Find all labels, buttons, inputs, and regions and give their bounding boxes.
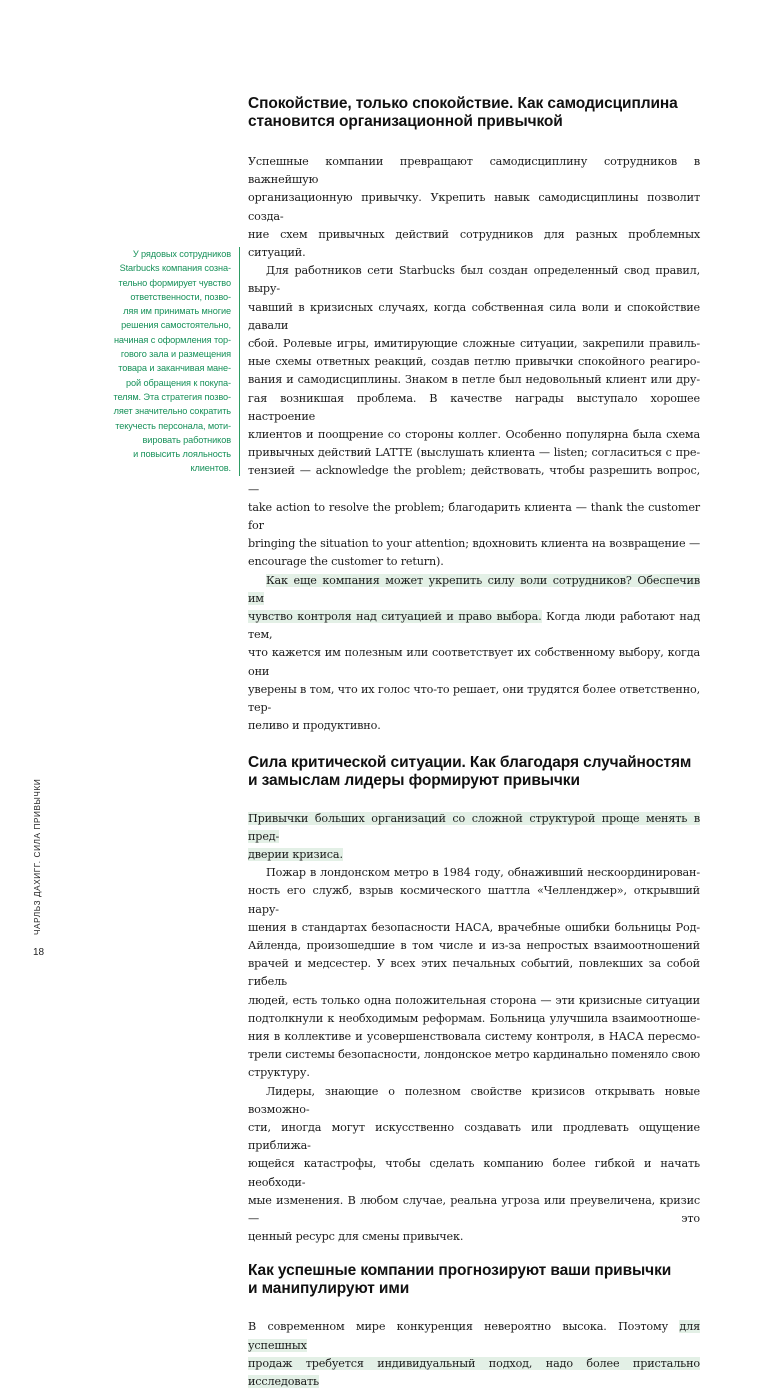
- text-line: Айленда, произошедшие в том числе и из-за непростых взаимоотношений: [248, 938, 700, 952]
- margin-note-line: ляет значительно сократить: [113, 406, 231, 417]
- highlighted-text: Привычки больших организаций со сложной структурой проще менять в пред-: [248, 811, 700, 843]
- text-line: bringing the situation to your attention; вдохновить клиента на возвращение —: [248, 537, 700, 551]
- text-line: ние схем привычных действий сотрудников для разных проблемных ситуаций.: [248, 227, 700, 260]
- paragraph: [248, 810, 700, 865]
- page-number: 18: [33, 947, 45, 958]
- margin-note: [80, 247, 240, 476]
- text-line: вания и самодисциплины. Знаком в петле был недовольный клиент или дру-: [248, 373, 700, 387]
- margin-note-line: Starbucks компания созна-: [119, 263, 231, 274]
- text-line: тензией — acknowledge the problem; действовать, чтобы разрешить вопрос, —: [248, 464, 700, 496]
- text-line: трели системы безопасности, лондонское метро кардинально поменяло свою: [248, 1048, 700, 1062]
- main-text-column: [248, 95, 700, 1391]
- highlighted-text: продаж требуется индивидуальный подход, надо более пристально исследовать: [248, 1356, 700, 1388]
- paragraph: [248, 572, 700, 736]
- text-span: В современном мире конкуренция невероятно высока. Поэтому: [248, 1320, 680, 1334]
- margin-note-line: вировать работников: [142, 434, 231, 445]
- heading-line: и замыслам лидеры формируют привычки: [248, 771, 580, 789]
- text-line: take action to resolve the problem; благодарить клиента — thank the customer for: [248, 500, 700, 533]
- margin-note-line: ответственности, позво-: [130, 291, 231, 302]
- margin-note-line: клиентов.: [190, 463, 231, 474]
- text-line: шения в стандартах безопасности НАСА, врачебные ошибки больницы Род-: [248, 920, 700, 934]
- text-line: encourage the customer to return).: [248, 555, 444, 569]
- text-line: сбой. Ролевые игры, имитирующие сложные ситуации, закрепили правиль-: [248, 337, 700, 351]
- running-head-text: ЧАРЛЬЗ ДАХИГГ. СИЛА ПРИВЫЧКИ: [33, 778, 42, 935]
- heading-line: и манипулируют ими: [248, 1280, 410, 1298]
- paragraph: [248, 1318, 700, 1391]
- heading-line: Спокойствие, только спокойствие. Как самодисциплина: [248, 95, 678, 112]
- text-line: [248, 810, 700, 846]
- text-line: организационную привычку. Укрепить навык самодисциплины позволит созда-: [248, 191, 700, 223]
- heading-line: становится организационной привычкой: [248, 113, 563, 130]
- text-line: структуру.: [248, 1066, 310, 1080]
- section-heading-crisis: [248, 754, 700, 790]
- paragraph: [248, 153, 700, 262]
- margin-note-line: текучесть персонала, моти-: [115, 420, 231, 431]
- paragraph: [248, 262, 700, 571]
- margin-note-line: ляя им принимать многие: [123, 306, 231, 317]
- margin-note-line: начиная с оформления тор-: [113, 334, 231, 345]
- highlighted-text: дверии кризиса.: [248, 847, 343, 861]
- text-line: подтолкнули к необходимым реформам. Больница улучшила взаимоотноше-: [248, 1011, 700, 1025]
- heading-line: Сила критической ситуации. Как благодаря случайностям: [248, 753, 692, 771]
- margin-note-line: товара и заканчивая мане-: [118, 363, 231, 374]
- text-line: что кажется им полезным или соответствует их собственному выбору, когда они: [248, 646, 700, 678]
- highlighted-text: Как еще компания может укрепить силу воли сотрудников? Обеспечив им: [248, 573, 700, 605]
- paragraph: [248, 1083, 700, 1247]
- text-line: врачей и медсестер. У всех этих печальных событий, повлекших за собой гибель: [248, 957, 700, 989]
- text-line: ность его служб, взрыв космического шаттла «Челленджер», открывший нару-: [248, 884, 700, 916]
- text-line: [248, 846, 700, 864]
- text-line: [248, 608, 700, 644]
- text-line: ные схемы ответных реакций, создав петлю привычки спокойного реагиро-: [248, 355, 700, 369]
- section-heading-self-discipline: [248, 95, 700, 131]
- section-heading-predict-habits: [248, 1262, 700, 1298]
- text-span: Когда люди работают над тем,: [248, 610, 700, 642]
- text-line: Пожар в лондонском метро в 1984 году, обнаживший нескоординирован-: [266, 866, 700, 880]
- heading-line: Как успешные компании прогнозируют ваши привычки: [248, 1262, 672, 1280]
- margin-note-line: телям. Эта стратегия позво-: [113, 391, 231, 402]
- text-line: [248, 1318, 700, 1354]
- margin-note-line: У рядовых сотрудников: [132, 249, 231, 259]
- text-line: людей, есть только одна положительная сторона — эти кризисные ситуации: [248, 993, 700, 1007]
- margin-note-line: гового зала и размещения: [120, 349, 231, 360]
- text-line: ющейся катастрофы, чтобы сделать компанию более гибкой и начать необходи-: [248, 1157, 700, 1189]
- text-line: гая возникшая проблема. В качестве награды выступало хорошее настроение: [248, 391, 700, 423]
- highlighted-text: для успешных: [248, 1320, 700, 1352]
- text-line: Для работников сети Starbucks был создан определенный свод правил, выру-: [248, 264, 700, 296]
- text-line: ценный ресурс для смены привычек.: [248, 1230, 464, 1244]
- text-line: привычных действий LATTE (выслушать клиента — listen; согласиться с пре-: [248, 446, 700, 460]
- margin-note-line: тельно формирует чувство: [118, 277, 231, 288]
- highlighted-text: чувство контроля над ситуацией и право выбора.: [248, 610, 542, 624]
- text-line: мые изменения. В любом случае, реальна угроза или преувеличена, кризис — это: [248, 1193, 700, 1225]
- text-line: Успешные компании превращают самодисциплину сотрудников в важнейшую: [248, 155, 700, 187]
- text-line: [248, 572, 700, 608]
- text-line: чавший в кризисных случаях, когда собственная сила воли и спокойствие давали: [248, 300, 700, 332]
- running-head: [30, 705, 46, 935]
- paragraph: [248, 864, 700, 1082]
- text-line: сти, иногда могут искусственно создавать или продлевать ощущение приближа-: [248, 1120, 700, 1153]
- margin-note-line: рой обращения к покупа-: [125, 377, 231, 388]
- text-line: ния в коллективе и усовершенствовала систему контроля, в НАСА пересмо-: [248, 1029, 700, 1043]
- text-line: Лидеры, знающие о полезном свойстве кризисов открывать новые возможно-: [248, 1084, 700, 1116]
- text-line: уверены в том, что их голос что-то решает, они трудятся более ответственно, тер-: [248, 682, 700, 715]
- margin-note-line: решения самостоятельно,: [121, 320, 231, 331]
- margin-note-line: и повысить лояльность: [133, 449, 231, 460]
- text-line: пеливо и продуктивно.: [248, 719, 381, 733]
- text-line: клиентов и поощрение со стороны коллег. Особенно популярна была схема: [248, 428, 700, 442]
- text-line: [248, 1355, 700, 1391]
